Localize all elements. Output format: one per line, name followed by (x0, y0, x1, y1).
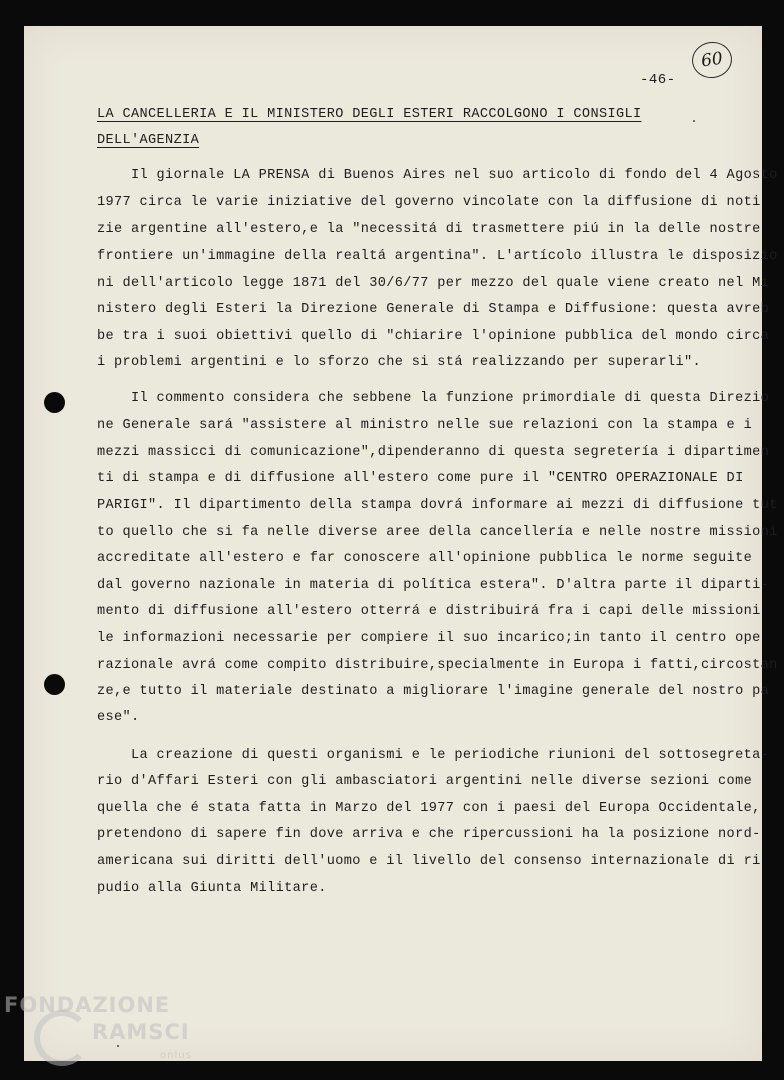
paragraph-1-line: i problemi argentini e lo sforzo che si stá realizzando per superarli". (97, 355, 702, 370)
paragraph-2-line: ese". (97, 710, 140, 725)
ink-speck (117, 1045, 119, 1047)
paragraph-1-line: zie argentine all'estero,e la "necessitá di trasmettere piú in la delle nostre (97, 222, 761, 237)
paragraph-2-line: ze,e tutto il materiale destinato a migliorare l'imagine generale del nostro pa (97, 684, 770, 699)
paragraph-2-line: le informazioni necessarie per compiere il suo incarico;in tanto il centro ope (97, 631, 761, 646)
punch-hole-top (44, 392, 65, 413)
watermark-title: FONDAZIONE (4, 993, 171, 1017)
paragraph-2-line: razionale avrá come compito distribuire,specialmente in Europa i fatti,circostan (97, 658, 778, 673)
paragraph-2-line: PARIGI". Il dipartimento della stampa dovrá informare ai mezzi di diffusione tut (97, 498, 778, 513)
paragraph-3-line: quella che é stata fatta in Marzo del 1977 con i paesi del Europa Occidentale, (97, 801, 761, 816)
paragraph-2-line: dal governo nazionale in materia di política estera". D'altra parte il diparti- (97, 578, 770, 593)
handwritten-page-number: 60 (690, 39, 735, 80)
paragraph-1-line: Il giornale LA PRENSA di Buenos Aires nel suo articolo di fondo del 4 Agosto (97, 168, 778, 183)
paragraph-1-line: frontiere un'immagine della realtá argentina". L'artícolo illustra le disposizio (97, 249, 778, 264)
paragraph-3-line: rio d'Affari Esteri con gli ambasciatori argentini nelle diverse sezioni come (97, 774, 753, 789)
paragraph-3-line: pretendono di sapere fin dove arriva e che ripercussioni ha la posizione nord- (97, 827, 761, 842)
page-number: -46- (640, 72, 676, 88)
punch-hole-bottom (44, 674, 65, 695)
paragraph-1-line: nistero degli Esteri la Direzione Generale di Stampa e Diffusione: questa avreb (97, 302, 770, 317)
paragraph-2-line: accreditate all'estero e far conoscere all'opinione pubblica le norme seguite (97, 551, 753, 566)
watermark-onlus: onlus (160, 1050, 192, 1061)
watermark-subtitle: RAMSCI (92, 1020, 190, 1044)
document-title-line-1: LA CANCELLERIA E IL MINISTERO DEGLI ESTERI RACCOLGONO I CONSIGLI (97, 107, 642, 122)
paragraph-2-line: mento di diffusione all'estero otterrá e distribuirá fra i capi delle missioni (97, 604, 761, 619)
paragraph-2-line: ti di stampa e di diffusione all'estero come pure il "CENTRO OPERAZIONALE DI (97, 471, 744, 486)
ink-speck (693, 120, 695, 122)
paragraph-2-line: mezzi massicci di comunicazione",dipenderanno di questa segretería i dipartimen (97, 445, 770, 460)
paragraph-2-line: Il commento considera che sebbene la funzione primordiale di questa Direzio (97, 391, 770, 406)
paragraph-2-line: to quello che si fa nelle diverse aree della cancellería e nelle nostre missioni (97, 525, 778, 540)
watermark-g-logo-icon (34, 1010, 90, 1066)
paragraph-1-line: 1977 circa le varie iniziative del governo vincolate con la diffusione di noti (97, 195, 761, 210)
paragraph-1-line: be tra i suoi obiettivi quello di "chiarire l'opinione pubblica del mondo circa (97, 329, 770, 344)
paragraph-1-line: ni dell'articolo legge 1871 del 30/6/77 per mezzo del quale viene creato nel Mi (97, 276, 770, 291)
document-title-line-2: DELL'AGENZIA (97, 133, 200, 148)
paragraph-3-line: La creazione di questi organismi e le periodiche riunioni del sottosegreta- (97, 748, 770, 763)
paragraph-3-line: americana sui diritti dell'uomo e il livello del consenso internazionale di ri (97, 854, 761, 869)
paragraph-2-line: ne Generale sará "assistere al ministro nelle sue relazioni con la stampa e i (97, 418, 753, 433)
paragraph-3-line: pudio alla Giunta Militare. (97, 881, 327, 896)
